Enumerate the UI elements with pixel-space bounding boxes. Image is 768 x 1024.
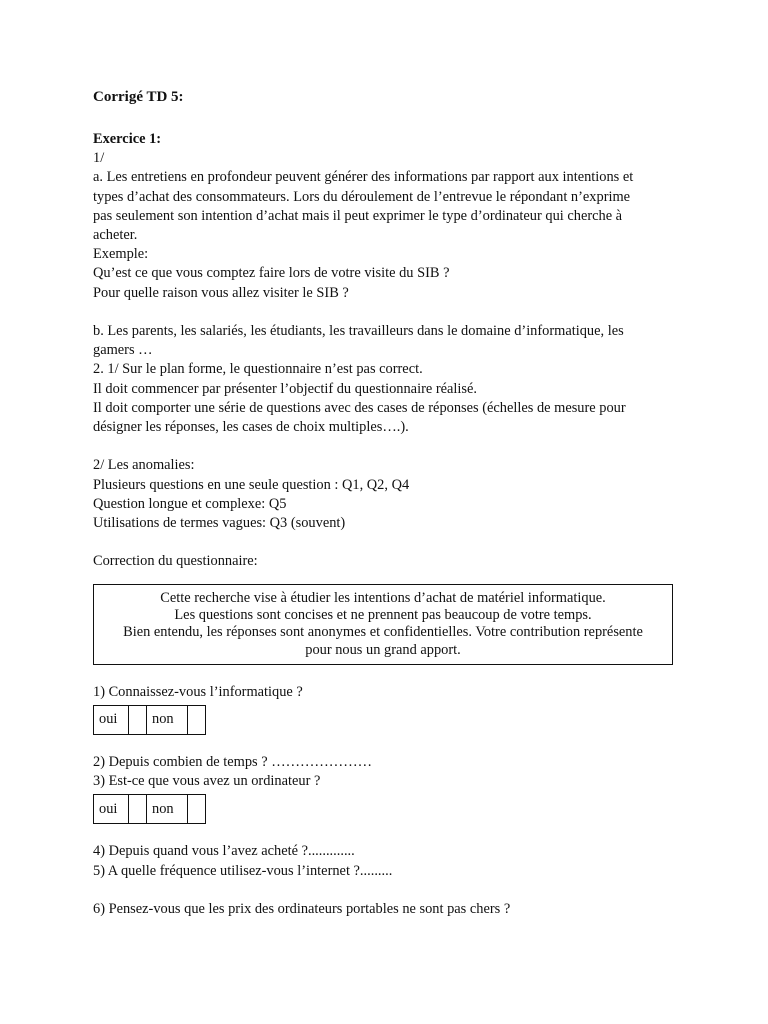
anomalies-line: Plusieurs questions en une seule question : Q1, Q2, Q4 bbox=[93, 476, 410, 493]
part-a-line: pas seulement son intention d’achat mais il peut exprimer le type d’ordinateur qui cherche à bbox=[93, 207, 623, 224]
intro-line: Bien entendu, les réponses sont anonymes et confidentielles. Votre contribution représente bbox=[123, 624, 643, 641]
example-label: Exemple: bbox=[93, 246, 149, 263]
question-1: 1) Connaissez-vous l’informatique ? bbox=[93, 683, 303, 700]
question-3: 3) Est-ce que vous avez un ordinateur ? bbox=[93, 773, 321, 790]
no-checkbox[interactable] bbox=[188, 706, 206, 735]
correction-label: Correction du questionnaire: bbox=[93, 553, 258, 570]
anomalies-line: Utilisations de termes vagues: Q3 (souvent) bbox=[93, 515, 346, 532]
part-a-line: a. Les entretiens en profondeur peuvent générer des informations par rapport aux intentions et bbox=[93, 169, 634, 186]
document-title: Corrigé TD 5: bbox=[93, 89, 184, 105]
answer-table-q3 bbox=[93, 794, 206, 824]
question-5: 5) A quelle fréquence utilisez-vous l’internet ?......... bbox=[93, 862, 393, 879]
part-a-line: types d’achat des consommateurs. Lors du déroulement de l’entrevue le répondant n’exprime bbox=[93, 188, 631, 205]
anomalies-line: Question longue et complexe: Q5 bbox=[93, 495, 287, 512]
no-label: non bbox=[147, 795, 188, 824]
intro-line: pour nous un grand apport. bbox=[305, 641, 461, 658]
exercise-heading: Exercice 1: bbox=[93, 131, 162, 147]
document-content bbox=[93, 88, 678, 919]
intro-line: Les questions sont concises et ne prennent pas beaucoup de votre temps. bbox=[174, 606, 592, 623]
question-number: 1/ bbox=[93, 150, 105, 167]
q2-line: désigner les réponses, les cases de choix multiples….). bbox=[93, 419, 409, 436]
q2-line: 2. 1/ Sur le plan forme, le questionnaire n’est pas correct. bbox=[93, 361, 423, 378]
answer-table-q1 bbox=[93, 705, 206, 735]
part-b-line: gamers … bbox=[93, 342, 153, 359]
yes-label: oui bbox=[94, 706, 129, 735]
question-2: 2) Depuis combien de temps ? ………………… bbox=[93, 754, 372, 771]
question-4: 4) Depuis quand vous l’avez acheté ?............. bbox=[93, 843, 355, 860]
part-a-line: acheter. bbox=[93, 227, 138, 244]
no-checkbox[interactable] bbox=[188, 795, 206, 824]
question-6: 6) Pensez-vous que les prix des ordinateurs portables ne sont pas chers ? bbox=[93, 901, 511, 918]
example-line: Pour quelle raison vous allez visiter le SIB ? bbox=[93, 284, 349, 301]
intro-box bbox=[93, 584, 673, 665]
yes-checkbox[interactable] bbox=[129, 706, 147, 735]
no-label: non bbox=[147, 706, 188, 735]
example-line: Qu’est ce que vous comptez faire lors de votre visite du SIB ? bbox=[93, 265, 450, 282]
yes-checkbox[interactable] bbox=[129, 795, 147, 824]
intro-line: Cette recherche vise à étudier les intentions d’achat de matériel informatique. bbox=[160, 589, 606, 606]
part-b-line: b. Les parents, les salariés, les étudiants, les travailleurs dans le domaine d’informatique, les bbox=[93, 323, 624, 340]
q2-line: Il doit comporter une série de questions avec des cases de réponses (échelles de mesure pour bbox=[93, 399, 626, 416]
anomalies-line: 2/ Les anomalies: bbox=[93, 457, 195, 474]
q2-line: Il doit commencer par présenter l’objectif du questionnaire réalisé. bbox=[93, 380, 477, 397]
yes-label: oui bbox=[94, 795, 129, 824]
